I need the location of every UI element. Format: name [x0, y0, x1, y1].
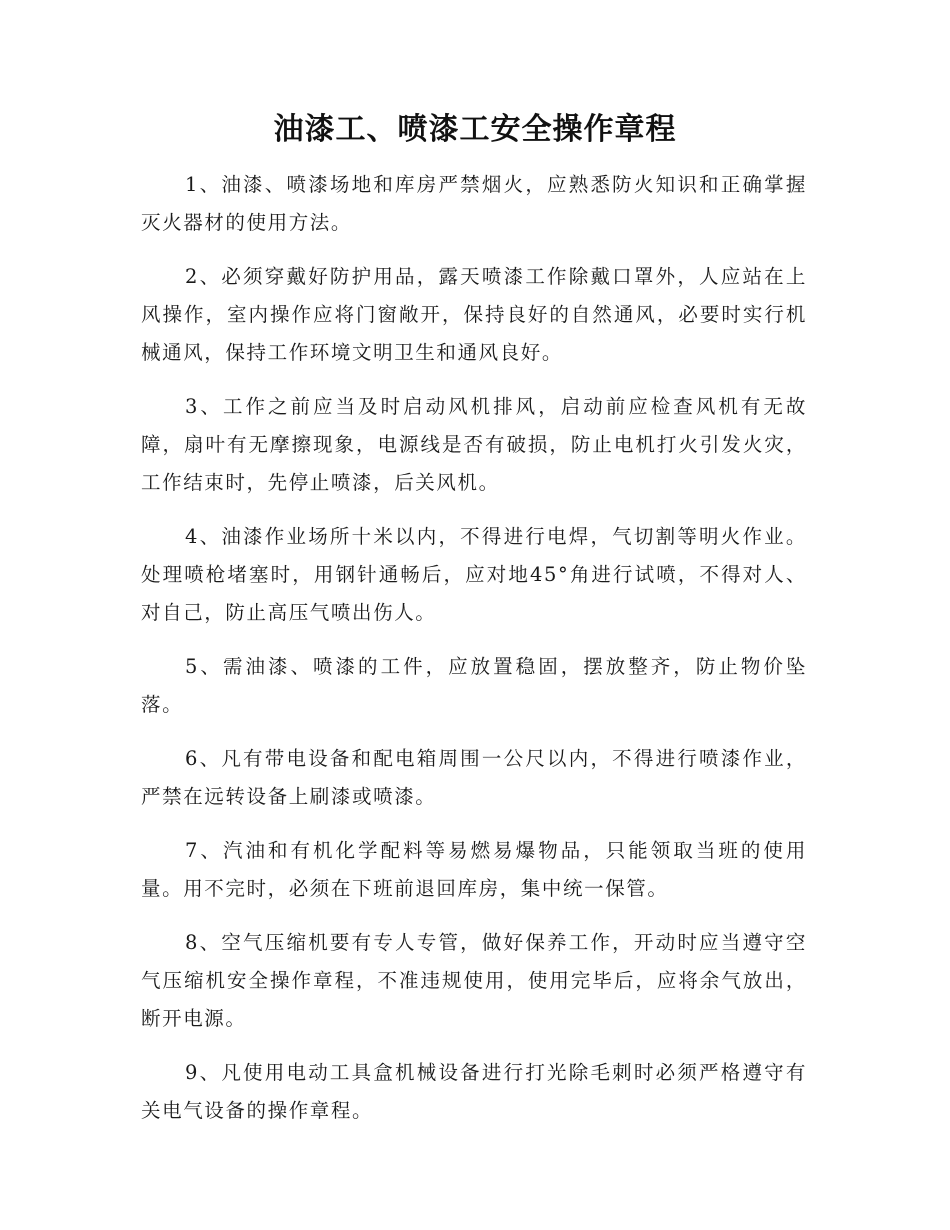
- paragraph-5: 5、需油漆、喷漆的工件，应放置稳固，摆放整齐，防止物价坠落。: [141, 655, 807, 716]
- paragraph-9: 9、凡使用电动工具盒机械设备进行打光除毛刺时必须严格遵守有关电气设备的操作章程。: [141, 1061, 807, 1122]
- paragraph-6: 6、凡有带电设备和配电箱周围一公尺以内，不得进行喷漆作业，严禁在远转设备上刷漆或喷漆。: [141, 747, 807, 808]
- paragraph-4: 4、油漆作业场所十米以内，不得进行电焊，气切割等明火作业。处理喷枪堵塞时，用钢针通畅后，应对地45°角进行试喷，不得对人、对自己，防止高压气喷出伤人。: [141, 525, 807, 624]
- paragraph-8: 8、空气压缩机要有专人专管，做好保养工作，开动时应当遵守空气压缩机安全操作章程，不准违规使用，使用完毕后，应将余气放出，断开电源。: [141, 931, 807, 1030]
- paragraph-1: 1、油漆、喷漆场地和库房严禁烟火，应熟悉防火知识和正确掌握灭火器材的使用方法。: [141, 173, 807, 234]
- paragraph-3: 3、工作之前应当及时启动风机排风，启动前应检查风机有无故障，扇叶有无摩擦现象，电源线是否有破损，防止电机打火引发火灾，工作结束时，先停止喷漆，后关风机。: [141, 395, 807, 494]
- paragraph-7: 7、汽油和有机化学配料等易燃易爆物品，只能领取当班的使用量。用不完时，必须在下班前退回库房，集中统一保管。: [141, 839, 807, 900]
- document-body: [141, 166, 807, 1146]
- paragraph-2: 2、必须穿戴好防护用品，露天喷漆工作除戴口罩外，人应站在上风操作，室内操作应将门窗敞开，保持良好的自然通风，必要时实行机械通风，保持工作环境文明卫生和通风良好。: [141, 265, 807, 364]
- document-title: 油漆工、喷漆工安全操作章程: [273, 112, 677, 147]
